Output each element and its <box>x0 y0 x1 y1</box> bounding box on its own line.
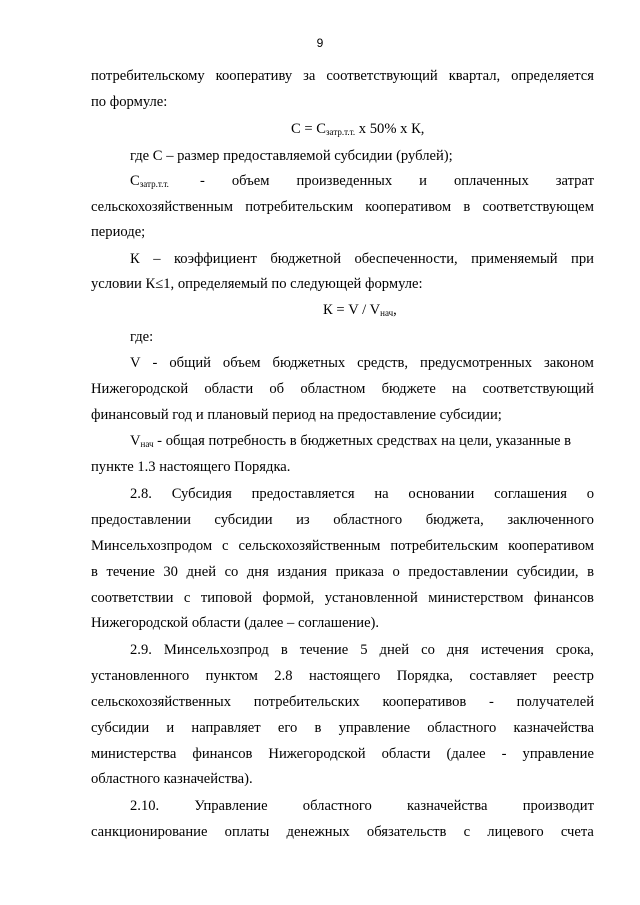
word: реестр <box>552 668 594 684</box>
word: Порядка, <box>396 668 453 684</box>
word: министерством <box>428 590 524 606</box>
word: предоставляется <box>251 486 355 502</box>
czatr-sub: затр.т.т. <box>139 179 169 189</box>
word: квартал, <box>448 68 501 84</box>
word: течение <box>299 642 349 658</box>
p28-line-4 <box>91 561 594 583</box>
word: бюджетных <box>272 355 346 371</box>
word: 2.8. <box>130 486 152 502</box>
word: соглашения <box>494 486 567 502</box>
formula-k-lhs: К = V / V <box>323 302 381 318</box>
word: затрат <box>555 173 594 189</box>
word: со <box>224 564 239 580</box>
word: областного <box>427 720 497 736</box>
word: субсидии <box>91 720 150 736</box>
p29-line-6: областного казначейства). <box>91 771 253 787</box>
p29-line-5 <box>91 743 594 765</box>
word: определяется <box>511 68 594 84</box>
word: 2.10. <box>130 798 160 814</box>
p28-line-2 <box>91 509 594 531</box>
word: - <box>489 694 494 710</box>
word: - <box>152 355 158 371</box>
word: - <box>200 173 205 189</box>
word: сельскохозяйственным <box>238 538 381 554</box>
p28-line-3 <box>91 535 594 557</box>
word: бюджете <box>381 381 436 397</box>
word: бюджета, <box>425 512 484 528</box>
word: с <box>183 590 191 606</box>
word: за <box>303 68 316 84</box>
vnach-line-1 <box>130 430 594 452</box>
word: об <box>269 381 285 397</box>
word: дня <box>246 564 269 580</box>
word: при <box>571 251 594 267</box>
word: приказа <box>335 564 384 580</box>
word: настоящего <box>308 668 381 684</box>
word: областного <box>302 798 372 814</box>
word: 2.8 <box>274 668 293 684</box>
word: со <box>421 642 435 658</box>
word: в <box>314 720 322 736</box>
word: на <box>452 381 467 397</box>
formula-subsidy-rhs: х 50% х К, <box>355 121 425 137</box>
word: области <box>381 746 431 762</box>
formula-k-rhs: , <box>393 302 397 318</box>
v-line-3: финансовый год и плановый период на предоставление субсидии; <box>91 407 502 423</box>
formula-k <box>323 299 397 321</box>
word: установленного <box>91 668 190 684</box>
word: казначейства <box>407 798 488 814</box>
word: 2.9. <box>130 642 152 658</box>
word: 30 <box>163 564 178 580</box>
word: заключенного <box>507 512 594 528</box>
word: кооперативом <box>365 199 452 215</box>
word: казначейства <box>513 720 594 736</box>
word: Субсидия <box>171 486 232 502</box>
word: 5 <box>360 642 368 658</box>
formula-subsidy-lhs: С = С <box>291 121 326 137</box>
word: дня <box>446 642 469 658</box>
word: составляет <box>469 668 537 684</box>
czatr-line-1-words <box>200 170 594 192</box>
word: применяемый <box>471 251 558 267</box>
word: соответствии <box>91 590 174 606</box>
word: установленной <box>324 590 418 606</box>
word: - <box>501 746 507 762</box>
word: К <box>130 251 140 267</box>
word: объем <box>231 173 270 189</box>
word: субсидии, <box>516 564 579 580</box>
word: издания <box>277 564 327 580</box>
word: с <box>222 538 229 554</box>
word: областном <box>300 381 366 397</box>
k-line-1 <box>130 248 594 270</box>
word: потребительским <box>390 538 499 554</box>
word: дней <box>186 564 217 580</box>
word: обязательств <box>366 824 447 840</box>
word: и <box>166 720 175 736</box>
word: бюджетной <box>270 251 342 267</box>
word: получателей <box>516 694 594 710</box>
word: направляет <box>191 720 261 736</box>
word: срока, <box>555 642 594 658</box>
p29-line-1 <box>130 639 594 661</box>
word: кооперативом <box>508 538 594 554</box>
word: истечения <box>480 642 544 658</box>
word: оплаченных <box>453 173 529 189</box>
formula-subsidy-subscript: затр.т.т. <box>326 127 356 137</box>
word: финансов <box>192 746 253 762</box>
word: течение <box>106 564 155 580</box>
word: законом <box>543 355 594 371</box>
word: соответствующий <box>482 381 594 397</box>
word: произведенных <box>296 173 393 189</box>
word: объем <box>222 355 261 371</box>
word: в <box>463 199 471 215</box>
word: управление <box>522 746 594 762</box>
word: основании <box>408 486 475 502</box>
intro-line-2: по формуле: <box>91 94 168 110</box>
word: обеспеченности, <box>354 251 458 267</box>
word: средств, <box>357 355 409 371</box>
word: финансов <box>533 590 594 606</box>
p29-line-2 <box>91 665 594 687</box>
word: из <box>296 512 310 528</box>
word: его <box>277 720 298 736</box>
word: типовой <box>200 590 253 606</box>
word: (далее <box>446 746 486 762</box>
word: области <box>204 381 254 397</box>
vnach-text: - общая потребность в бюджетных средствах на цели, указанные в <box>153 433 572 449</box>
word: сельскохозяйственных <box>91 694 232 710</box>
word: общий <box>169 355 211 371</box>
czatr-line-1 <box>130 170 594 192</box>
word: коэффициент <box>173 251 257 267</box>
formula-k-subscript: нач <box>380 308 394 318</box>
p29-line-3 <box>91 691 594 713</box>
vnach-sub: нач <box>140 439 154 449</box>
word: о <box>586 486 594 502</box>
word: кооперативу <box>215 68 293 84</box>
word: на <box>374 486 389 502</box>
p210-line-1 <box>130 795 594 817</box>
vnach-sym: V <box>130 433 141 449</box>
intro-line-1 <box>91 65 594 87</box>
v-line-1 <box>130 352 594 374</box>
page-number: 9 <box>316 36 324 50</box>
word: пунктом <box>205 668 258 684</box>
word: предоставлении <box>91 512 191 528</box>
word: соответствующий <box>326 68 438 84</box>
word: в <box>280 642 288 658</box>
word: Нижегородской <box>91 381 189 397</box>
czatr-line-2 <box>91 196 594 218</box>
word: в <box>587 564 594 580</box>
word: с <box>463 824 471 840</box>
word: предоставлении <box>408 564 509 580</box>
p28-line-1 <box>130 483 594 505</box>
word: потребительскому <box>91 68 205 84</box>
word: Минсельхозпрод <box>163 642 269 658</box>
word: производит <box>522 798 594 814</box>
word: формой, <box>262 590 315 606</box>
word: дней <box>379 642 410 658</box>
word: санкционирование <box>91 824 208 840</box>
word: денежных <box>286 824 350 840</box>
word: оплаты <box>224 824 270 840</box>
word: о <box>392 564 400 580</box>
word: в <box>91 564 98 580</box>
word: счета <box>560 824 594 840</box>
czatr-line-3: периоде; <box>91 224 146 240</box>
p28-line-5 <box>91 587 594 609</box>
czatr-symbol <box>130 170 169 192</box>
word: областного <box>333 512 403 528</box>
word: управление <box>338 720 411 736</box>
word: – <box>153 251 161 267</box>
p210-line-2 <box>91 821 594 843</box>
k-line-2: условии К≤1, определяемый по следующей формуле: <box>91 276 423 292</box>
word: потребительским <box>245 199 354 215</box>
where-line: где: <box>130 329 154 345</box>
word: и <box>419 173 427 189</box>
word: сельскохозяйственным <box>91 199 233 215</box>
word: соответствующем <box>482 199 594 215</box>
word: лицевого <box>487 824 544 840</box>
word: предусмотренных <box>420 355 532 371</box>
p29-line-4 <box>91 717 594 739</box>
where-c-line: где С – размер предоставляемой субсидии (рублей); <box>130 148 453 164</box>
word: Нижегородской <box>268 746 366 762</box>
word: Минсельхозпродом <box>91 538 213 554</box>
word: Управление <box>194 798 268 814</box>
word: субсидии <box>214 512 273 528</box>
czatr-sym: С <box>130 173 140 189</box>
word: министерства <box>91 746 177 762</box>
formula-subsidy <box>291 118 424 140</box>
v-line-2 <box>91 378 594 400</box>
p28-line-6: Нижегородской области (далее – соглашение). <box>91 615 380 631</box>
word: V <box>130 355 141 371</box>
word: потребительских <box>253 694 360 710</box>
word: кооперативов <box>382 694 467 710</box>
vnach-line-2: пункте 1.3 настоящего Порядка. <box>91 459 291 475</box>
